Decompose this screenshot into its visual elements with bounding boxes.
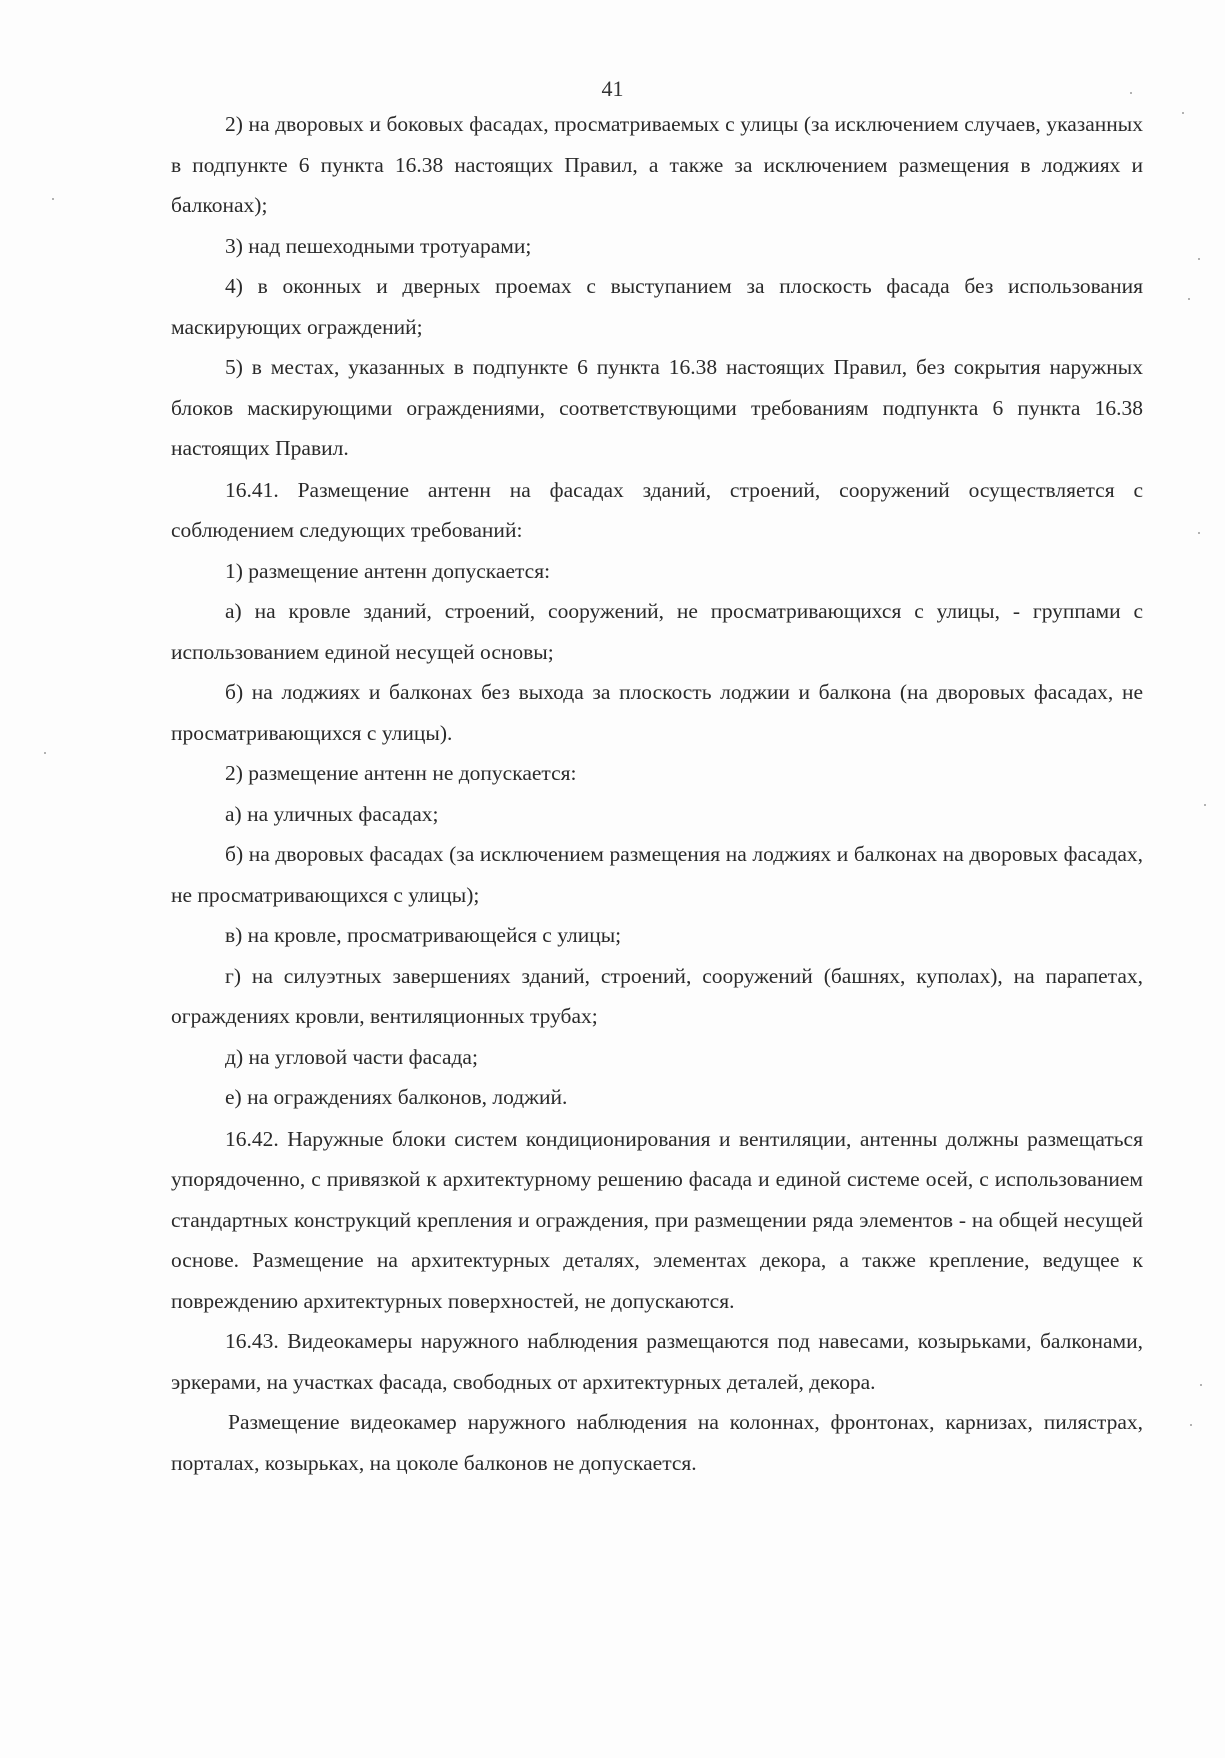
document-body bbox=[171, 104, 1143, 1483]
paragraph-forbidden-heading: 2) размещение антенн не допускается: bbox=[225, 761, 577, 785]
paragraph-forbidden-e: е) на ограждениях балконов, лоджий. bbox=[225, 1085, 568, 1109]
scan-speck bbox=[1182, 112, 1184, 114]
paragraph-item-5: 5) в местах, указанных в подпункте 6 пункта 16.38 настоящих Правил, без сокрытия наружных блоков маскирующими ограждениями, соответствующими требованиям подпункта 6 пункта 16.38 настоящих Правил. bbox=[171, 355, 1143, 460]
paragraph-section-16-43: 16.43. Видеокамеры наружного наблюдения размещаются под навесами, козырьками, балконами, эркерами, на участках фасада, свободных от архитектурных деталей, декора. bbox=[171, 1329, 1143, 1394]
paragraph-item-3: 3) над пешеходными тротуарами; bbox=[225, 233, 532, 258]
paragraph-forbidden-a: а) на уличных фасадах; bbox=[225, 801, 439, 826]
scan-speck bbox=[52, 198, 54, 200]
paragraph-forbidden-g: г) на силуэтных завершениях зданий, строений, сооружений (башнях, куполах), на парапетах, ограждениях кровли, вентиляционных трубах; bbox=[171, 963, 1143, 1028]
scan-speck bbox=[1198, 532, 1200, 534]
scan-speck bbox=[1190, 1424, 1192, 1426]
paragraph-allowed-a: а) на кровле зданий, строений, сооружений, не просматривающихся с улицы, - группами с использованием единой несущей основы; bbox=[171, 599, 1143, 664]
scan-speck bbox=[1198, 258, 1200, 260]
paragraph-cameras-restriction: Размещение видеокамер наружного наблюдения на колоннах, фронтонах, карнизах, пилястрах, порталах, козырьках, на цоколе балконов не допускается. bbox=[171, 1410, 1143, 1475]
paragraph-forbidden-d: д) на угловой части фасада; bbox=[225, 1044, 478, 1069]
paragraph-item-4: 4) в оконных и дверных проемах с выступанием за плоскость фасада без использования маскирующих ограждений; bbox=[171, 274, 1143, 339]
page-number: 41 bbox=[601, 76, 624, 101]
scan-speck bbox=[1200, 1384, 1202, 1386]
scan-speck bbox=[1188, 298, 1190, 300]
paragraph-forbidden-v: в) на кровле, просматривающейся с улицы; bbox=[225, 923, 622, 947]
paragraph-allowed-b: б) на лоджиях и балконах без выхода за плоскость лоджии и балкона (на дворовых фасадах, не просматривающихся с улицы). bbox=[171, 680, 1143, 745]
scan-speck bbox=[44, 752, 46, 754]
paragraph-item-2: 2) на дворовых и боковых фасадах, просматриваемых с улицы (за исключением случаев, указанных в подпункте 6 пункта 16.38 настоящих Правил, а также за исключением размещения в лоджиях и балконах); bbox=[171, 112, 1143, 217]
scan-speck bbox=[1130, 92, 1132, 94]
paragraph-section-16-41: 16.41. Размещение антенн на фасадах зданий, строений, сооружений осуществляется с соблюдением следующих требований: bbox=[171, 477, 1143, 542]
paragraph-forbidden-b: б) на дворовых фасадах (за исключением размещения на лоджиях и балконах на дворовых фасадах, не просматривающихся с улицы); bbox=[171, 842, 1143, 907]
paragraph-section-16-42: 16.42. Наружные блоки систем кондиционирования и вентиляции, антенны должны размещаться упорядоченно, с привязкой к архитектурному решению фасада и единой системе осей, с использованием стандартных конструкций крепления и ограждения, при размещении ряда элементов - на общей несущей основе. Размещение на архитектурных деталях, элементах декора, а также крепление, ведущее к повреждению архитектурных поверхностей, не допускаются. bbox=[171, 1126, 1143, 1313]
paragraph-allowed-heading: 1) размещение антенн допускается: bbox=[225, 558, 551, 583]
scan-speck bbox=[1204, 804, 1206, 806]
